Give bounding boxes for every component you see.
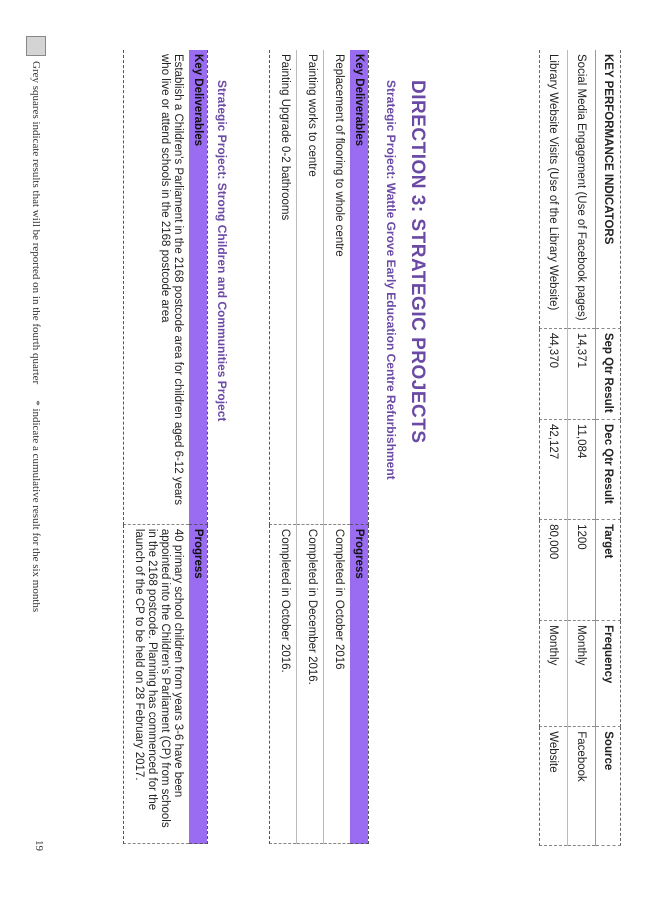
project1-deliverables-table <box>269 50 369 844</box>
kpi-table <box>539 50 621 846</box>
kpi-header-dec: Dec Qtr Result <box>596 420 621 520</box>
project2-title: Strategic Project: Strong Children and Communities Project <box>215 80 229 422</box>
kpi-header-sep: Sep Qtr Result <box>596 328 621 419</box>
table-row <box>568 50 596 846</box>
deliverables-header-row <box>189 50 208 844</box>
page-number: 19 <box>33 840 45 851</box>
kpi-cell: 80,000 <box>540 520 568 621</box>
kpi-header-target: Target <box>596 520 621 621</box>
table-row <box>124 50 190 844</box>
deliverables-header-row <box>350 50 369 844</box>
table-row <box>297 50 324 844</box>
deliverable-cell: Replacement of flooring to whole centre <box>324 50 351 524</box>
header-key-deliverables: Key Deliverables <box>189 50 208 524</box>
progress-cell: 40 primary school children from years 3-6 have been appointed into the Children's Parliament (CP) from schools in the 2168 postcode. Planning has commenced for the launch of the CP to be held on 28 February 2017. <box>124 524 190 843</box>
kpi-cell: 1200 <box>568 520 596 621</box>
table-row <box>270 50 297 844</box>
project2-deliverables-table <box>123 50 208 844</box>
kpi-cell: Facebook <box>568 727 596 846</box>
kpi-header-source: Source <box>596 727 621 846</box>
deliverable-cell: Establish a Children's Parliament in the 2168 postcode area for children aged 6-12 years who live or attend schools in the 2168 postcode area <box>124 50 190 524</box>
kpi-header-row <box>596 50 621 846</box>
table-row <box>324 50 351 844</box>
progress-cell: Completed in October 2016. <box>270 524 297 843</box>
kpi-cell: Monthly <box>568 621 596 727</box>
kpi-cell: 42,127 <box>540 420 568 520</box>
kpi-header-frequency: Frequency <box>596 621 621 727</box>
direction-title: DIRECTION 3: STRATEGIC PROJECTS <box>407 80 428 444</box>
footer-note-grey: Grey squares indicate results that will be reported on in the fourth quarter <box>30 61 42 385</box>
kpi-cell: 14,371 <box>568 328 596 419</box>
table-row <box>540 50 568 846</box>
progress-cell: Completed in December 2016. <box>297 524 324 843</box>
footer-notes <box>26 36 46 612</box>
deliverable-cell: Painting works to centre <box>297 50 324 524</box>
kpi-cell: 11,084 <box>568 420 596 520</box>
header-key-deliverables: Key Deliverables <box>350 50 369 524</box>
header-progress: Progress <box>350 524 369 843</box>
kpi-cell: Website <box>540 727 568 846</box>
footer-note-cumulative: * indicate a cumulative result for the six months <box>30 400 42 613</box>
project1-title: Strategic Project: Wattle Grove Early Education Centre Refurbishment <box>384 80 398 480</box>
kpi-cell: Monthly <box>540 621 568 727</box>
deliverable-cell: Painting Upgrade 0-2 bathrooms <box>270 50 297 524</box>
progress-cell: Completed in October 2016 <box>324 524 351 843</box>
grey-square-icon <box>26 36 46 56</box>
kpi-cell: Social Media Engagement (Use of Facebook pages) <box>568 50 596 328</box>
kpi-cell: Library Website Visits (Use of the Library Website) <box>540 50 568 328</box>
kpi-cell: 44,370 <box>540 328 568 419</box>
header-progress: Progress <box>189 524 208 843</box>
kpi-header-indicator: KEY PERFORMANCE INDICATORS <box>596 50 621 328</box>
